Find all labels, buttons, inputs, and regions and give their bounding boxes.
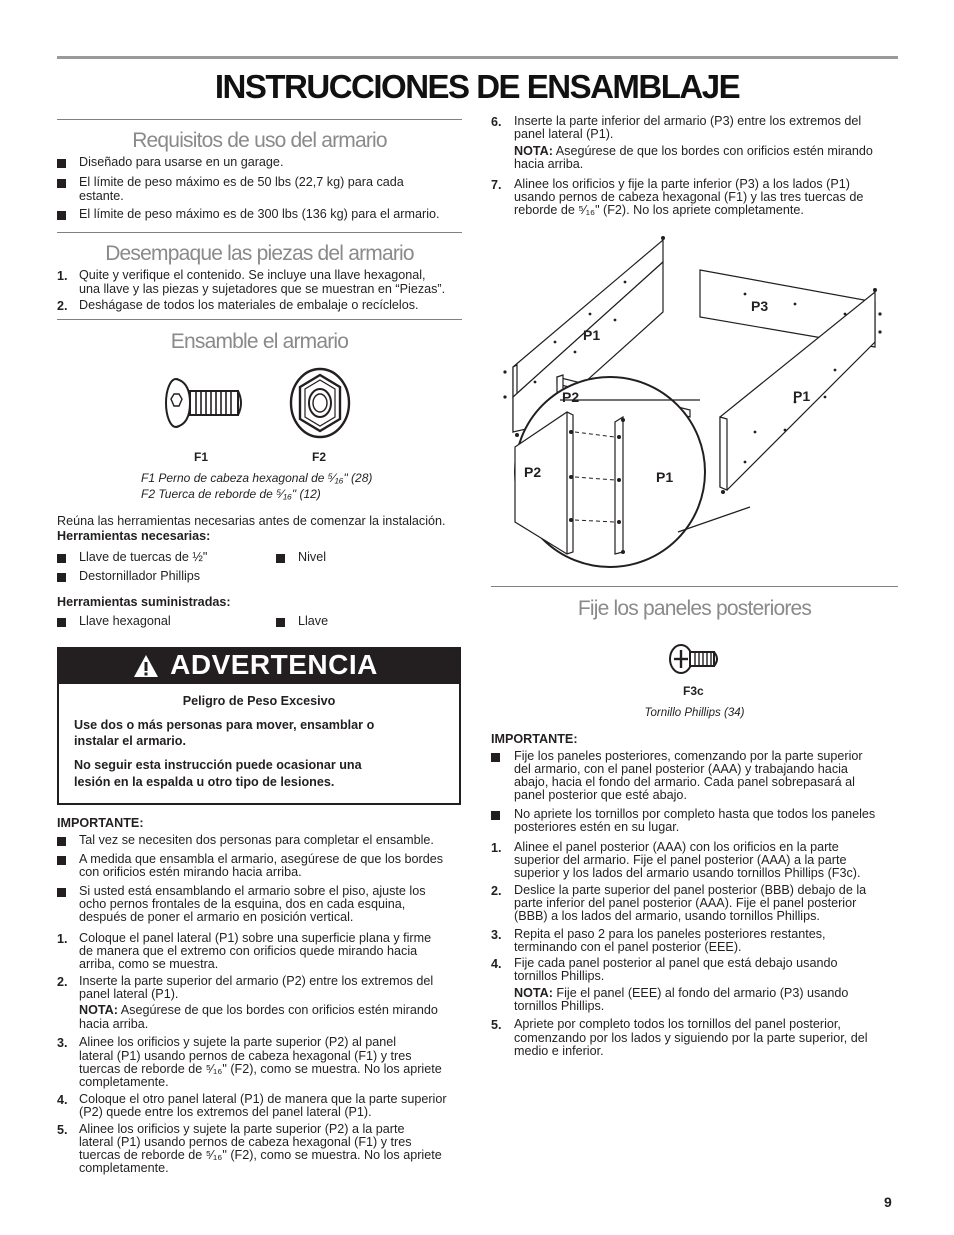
diagram-label-p2: P2: [562, 389, 580, 405]
step-text: Coloque el panel lateral (P1) sobre una superficie plana y firme: [79, 931, 432, 945]
list-item: Destornillador Phillips: [79, 569, 201, 583]
step-text: panel lateral (P1).: [79, 987, 179, 1001]
step-text: de manera que el extremo con orificios quede mirando hacia: [79, 944, 418, 958]
bullet-icon: [491, 753, 500, 762]
bullet-icon: [57, 856, 66, 865]
f1-label: F1: [194, 450, 209, 464]
list-item: Fije los paneles posteriores, comenzando por la parte superior: [514, 749, 863, 763]
bullet-icon: [57, 211, 66, 220]
list-item: Diseñado para usarse en un garage.: [79, 155, 284, 169]
step-text: Coloque el otro panel lateral (P1) de manera que la parte superior: [79, 1092, 447, 1106]
step-text: comenzando por los lados y siguiendo por la parte superior, del: [514, 1031, 868, 1045]
step-text: completamente.: [79, 1161, 169, 1175]
importante-title: IMPORTANTE:: [491, 732, 578, 746]
step-text: Repita el paso 2 para los paneles posteriores restantes,: [514, 927, 826, 941]
step-text: tuercas de reborde de ⁵⁄₁₆" (F2), como se muestra. No los apriete: [79, 1148, 442, 1162]
list-item: El límite de peso máximo es de 300 lbs (136 kg) para el armario.: [79, 207, 440, 221]
step-text: Apriete por completo todos los tornillos del panel posterior,: [514, 1017, 841, 1031]
warning-text: instalar el armario.: [74, 734, 186, 748]
bullet-icon: [57, 837, 66, 846]
legend-f1: F1 Perno de cabeza hexagonal de ⁵⁄₁₆" (28): [141, 471, 373, 485]
cabinet-assembly-diagram: [495, 222, 895, 572]
f3c-caption: Tornillo Phillips (34): [644, 707, 745, 719]
step-text: una llave y las piezas y sujetadores que se muestran en “Piezas”.: [79, 282, 446, 296]
top-rule: [57, 56, 898, 59]
step-number: 6.: [491, 115, 502, 129]
list-item: del armario, con el panel posterior (AAA) y trabajando hacia: [514, 762, 848, 776]
note-text: hacia arriba.: [514, 157, 584, 171]
list-item: Si usted está ensamblando el armario sobre el piso, ajuste los: [79, 884, 426, 898]
step-number: 5.: [57, 1123, 68, 1137]
note-label: NOTA:: [514, 986, 553, 1000]
note-label: NOTA:: [79, 1003, 118, 1017]
step-text: tuercas de reborde de ⁵⁄₁₆" (F2), como se muestra. No los apriete: [79, 1062, 442, 1076]
step-number: 2.: [57, 299, 68, 313]
section-heading-ensamble: Ensamble el armario: [170, 330, 349, 353]
warning-title: ADVERTENCIA: [170, 649, 378, 680]
section-heading-requisitos: Requisitos de uso del armario: [132, 129, 387, 152]
divider: [491, 586, 898, 587]
bullet-icon: [57, 573, 66, 582]
step-text: lateral (P1) usando pernos de cabeza hexagonal (F1) y tres: [79, 1135, 412, 1149]
note-body: Asegúrese de que los bordes con orificios estén mirando: [552, 144, 873, 158]
warning-subtitle: Peligro de Peso Excesivo: [182, 694, 336, 708]
step-text: Quite y verifique el contenido. Se incluye una llave hexagonal,: [79, 268, 426, 282]
step-text: Inserte la parte superior del armario (P2) entre los extremos del: [79, 974, 434, 988]
bullet-icon: [57, 888, 66, 897]
step-number: 4.: [491, 957, 502, 971]
step-number: 7.: [491, 178, 502, 192]
flange-nut-icon: [288, 366, 352, 440]
step-text: (P2) quede entre los extremos del panel lateral (P1).: [79, 1105, 372, 1119]
step-number: 5.: [491, 1018, 502, 1032]
divider: [57, 319, 462, 320]
f2-label: F2: [312, 450, 327, 464]
list-item: Llave de tuercas de ½": [79, 550, 208, 564]
bullet-icon: [276, 554, 285, 563]
list-item: A medida que ensambla el armario, asegúrese de que los bordes: [79, 852, 444, 866]
list-item: Tal vez se necesiten dos personas para completar el ensamble.: [79, 833, 434, 847]
step-number: 2.: [57, 975, 68, 989]
list-item: Llave: [298, 614, 329, 628]
note-text: [79, 1004, 438, 1018]
divider: [57, 119, 462, 120]
zoom-label-p1: P1: [656, 469, 674, 485]
list-item: después de poner el armario en posición vertical.: [79, 910, 354, 924]
diagram-label-p1-left: P1: [583, 327, 601, 343]
step-number: 1.: [57, 932, 68, 946]
step-text: Deshágase de todos los materiales de embalaje o recíclelos.: [79, 298, 419, 312]
bullet-icon: [57, 159, 66, 168]
step-text: terminando con el panel posterior (EEE).: [514, 940, 742, 954]
page-number: 9: [884, 1194, 892, 1210]
step-text: superior del armario. Fije el panel posterior (AAA) a la parte: [514, 853, 847, 867]
step-text: lateral (P1) usando pernos de cabeza hexagonal (F1) y tres: [79, 1049, 412, 1063]
step-number: 1.: [491, 841, 502, 855]
step-text: Alinee los orificios y fije la parte inferior (P3) a los lados (P1): [514, 177, 850, 191]
step-text: superior y los lados del armario usando tornillos Phillips (F3c).: [514, 866, 861, 880]
step-text: Inserte la parte inferior del armario (P3) entre los extremos del: [514, 114, 862, 128]
bullet-icon: [276, 618, 285, 627]
note-label: NOTA:: [514, 144, 553, 158]
tools-intro: Reúna las herramientas necesarias antes de comenzar la instalación.: [57, 514, 446, 528]
bullet-icon: [491, 811, 500, 820]
diagram-label-p1-right: P1: [793, 388, 811, 404]
list-item: estante.: [79, 189, 124, 203]
warning-text: lesión en la espalda u otro tipo de lesiones.: [74, 775, 335, 789]
warning-text: Use dos o más personas para mover, ensamblar o: [74, 718, 375, 732]
bullet-icon: [57, 554, 66, 563]
step-text: (BBB) a los lados del armario, usando tornillos Phillips.: [514, 909, 820, 923]
list-item: posteriores estén en su lugar.: [514, 820, 680, 834]
phillips-screw-icon: [668, 642, 722, 676]
list-item: El límite de peso máximo es de 50 lbs (22,7 kg) para cada: [79, 175, 404, 189]
page-title: INSTRUCCIONES DE ENSAMBLAJE: [214, 68, 740, 105]
step-text: completamente.: [79, 1075, 169, 1089]
divider: [57, 232, 462, 233]
tools-needed-title: Herramientas necesarias:: [57, 529, 211, 543]
hex-bolt-icon: [160, 372, 245, 434]
step-number: 3.: [491, 928, 502, 942]
step-text: arriba, como se muestra.: [79, 957, 219, 971]
step-text: tornillos Phillips.: [514, 969, 605, 983]
step-text: usando pernos de cabeza hexagonal (F1) y las tres tuercas de: [514, 190, 864, 204]
step-number: 2.: [491, 884, 502, 898]
step-text: Alinee el panel posterior (AAA) con los orificios en la parte: [514, 840, 839, 854]
note-body: Asegúrese de que los bordes con orificios estén mirando: [117, 1003, 438, 1017]
bullet-icon: [57, 618, 66, 627]
step-text: reborde de ⁵⁄₁₆" (F2). No los apriete completamente.: [514, 203, 804, 217]
list-item: con orificios estén mirando hacia arriba.: [79, 865, 302, 879]
list-item: Nivel: [298, 550, 326, 564]
importante-title: IMPORTANTE:: [57, 816, 144, 830]
zoom-label-p2: P2: [524, 464, 542, 480]
list-item: Llave hexagonal: [79, 614, 171, 628]
legend-f2: F2 Tuerca de reborde de ⁵⁄₁₆" (12): [141, 487, 321, 501]
step-text: medio e inferior.: [514, 1044, 604, 1058]
warning-text: No seguir esta instrucción puede ocasionar una: [74, 758, 362, 772]
step-number: 3.: [57, 1036, 68, 1050]
step-text: panel lateral (P1).: [514, 127, 614, 141]
list-item: abajo, hacia el fondo del armario. Cada panel sobrepasará al: [514, 775, 855, 789]
list-item: panel posterior que esté abajo.: [514, 788, 687, 802]
note-body: Fije el panel (EEE) al fondo del armario (P3) usando: [552, 986, 849, 1000]
step-text: Alinee los orificios y sujete la parte superior (P2) al panel: [79, 1035, 397, 1049]
step-number: 4.: [57, 1093, 68, 1107]
tools-supplied-title: Herramientas suministradas:: [57, 595, 231, 609]
step-text: Fije cada panel posterior al panel que está debajo usando: [514, 956, 838, 970]
bullet-icon: [57, 179, 66, 188]
step-text: Alinee los orificios y sujete la parte superior (P2) a la parte: [79, 1122, 405, 1136]
section-heading-paneles: Fije los paneles posteriores: [577, 597, 812, 620]
diagram-label-p3: P3: [751, 298, 769, 314]
step-number: 1.: [57, 269, 68, 283]
list-item: No apriete los tornillos por completo hasta que todos los paneles: [514, 807, 876, 821]
note-text: hacia arriba.: [79, 1017, 149, 1031]
list-item: ocho pernos frontales de la esquina, dos en cada esquina,: [79, 897, 406, 911]
note-text: tornillos Phillips.: [514, 999, 605, 1013]
section-heading-desempaque: Desempaque las piezas del armario: [105, 242, 414, 265]
step-text: Deslice la parte superior del panel posterior (BBB) debajo de la: [514, 883, 867, 897]
f3c-label: F3c: [683, 684, 704, 698]
step-text: parte inferior del panel posterior (AAA). Fije el panel posterior: [514, 896, 857, 910]
